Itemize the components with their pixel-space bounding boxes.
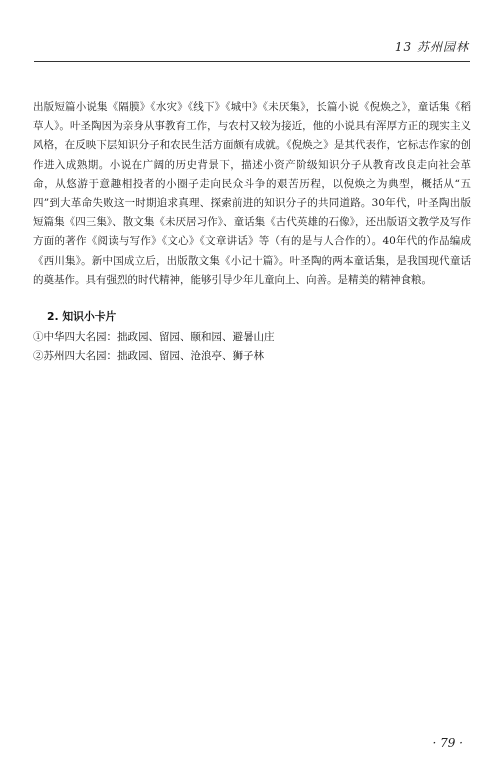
knowledge-card-item: ①中华四大名园：拙政园、留园、颐和园、避暑山庄	[33, 331, 275, 343]
header-rule	[34, 61, 470, 62]
knowledge-card-item: ②苏州四大名园：拙政园、留园、沧浪亭、狮子林	[33, 350, 264, 362]
knowledge-card-list	[33, 328, 275, 366]
knowledge-card-heading: 2. 知识小卡片	[47, 310, 117, 323]
running-header: 13 苏州园林	[394, 40, 469, 54]
body-paragraph: 出版短篇小说集《隔膜》《水灾》《线下》《城中》《未厌集》，长篇小说《倪焕之》，童话集《稻草人》。叶圣陶因为亲身从事教育工作，与农村又较为接近，他的小说具有浑厚方正的现实主义风格，在反映下层知识分子和农民生活方面颇有成就。《倪焕之》是其代表作，它标志作家的创作进入成熟期。小说在广阔的历史背景下，描述小资产阶级知识分子从教育改良走向社会革命，从悠游于意趣相投者的小圈子走向民众斗争的艰苦历程，以倪焕之为典型，概括从“五四”到大革命失败这一时期追求真理、探索前进的知识分子的共同道路。30年代，叶圣陶出版短篇集《四三集》、散文集《未厌居习作》、童话集《古代英雄的石像》，还出版语文教学及写作方面的著作《阅读与写作》《文心》《文章讲话》等（有的是与人合作的）。40年代的作品编成《西川集》。新中国成立后，出版散文集《小记十篇》。叶圣陶的两本童话集，是我国现代童话的奠基作。具有强烈的时代精神，能够引导少年儿童向上、向善。是精美的精神食粮。	[33, 101, 471, 286]
page-number: · 79 ·	[432, 736, 463, 750]
